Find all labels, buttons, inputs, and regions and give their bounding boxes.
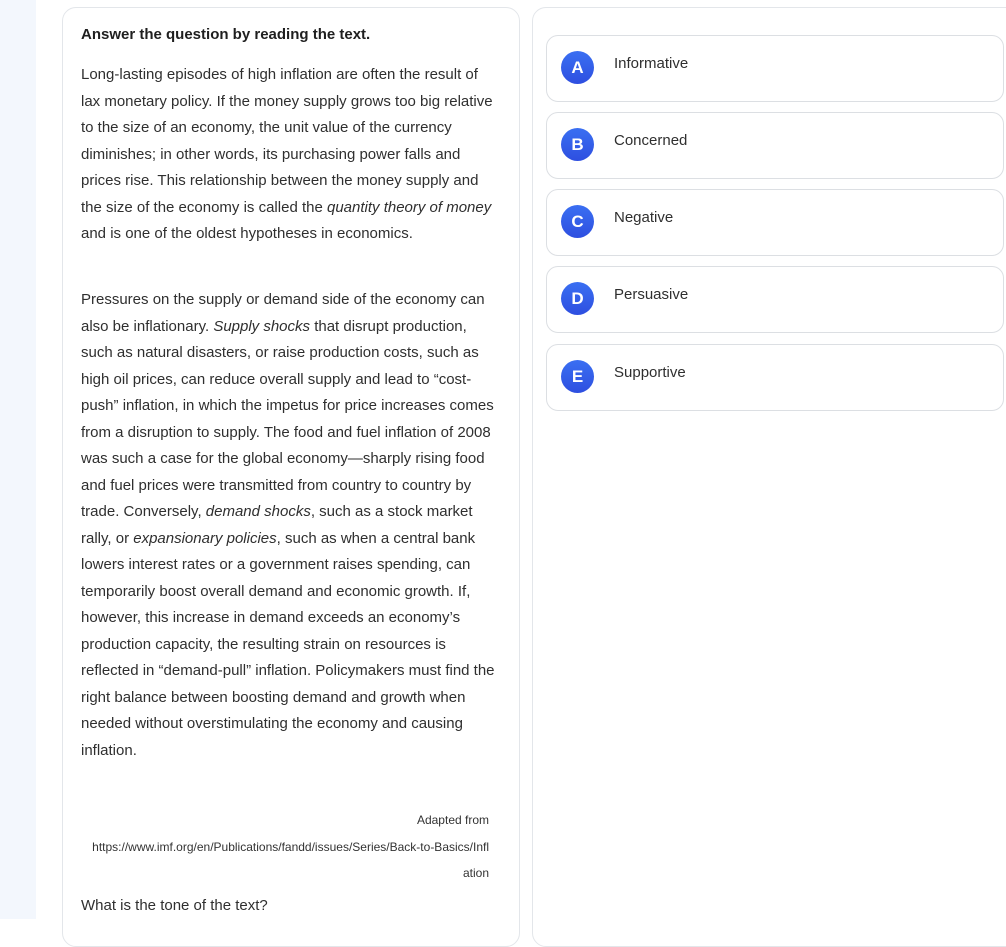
option-label: Negative — [614, 209, 674, 226]
instruction-heading: Answer the question by reading the text. — [81, 26, 371, 43]
option-label: Supportive — [614, 364, 686, 381]
italic-term: demand shocks — [205, 503, 311, 520]
paragraph-text: and is one of the oldest hypotheses in economics. — [81, 225, 413, 242]
option-label: Concerned — [614, 132, 688, 149]
paragraph-text: Pressures on the supply or demand side of the economy can also be inflationary. — [81, 291, 485, 335]
passage-panel — [62, 7, 520, 947]
answer-options-panel — [532, 7, 1006, 947]
passage-paragraph-1 — [81, 62, 499, 248]
question-text: What is the tone of the text? — [81, 897, 268, 914]
paragraph-text: , such as a stock market rally, or — [81, 503, 473, 547]
left-sidebar-strip — [0, 0, 36, 919]
passage-paragraph-2 — [81, 287, 499, 764]
option-letter-badge: B — [561, 128, 594, 161]
option-e[interactable] — [546, 344, 1004, 411]
italic-term: quantity theory of money — [326, 198, 492, 216]
option-b[interactable] — [546, 112, 1004, 179]
paragraph-text: Long-lasting episodes of high inflation are often the result of lax monetary policy. If the money supply grows too big relative to the size of an economy, the unit value of the currency diminishes; in other words, its purchasing power falls and prices rise. This relationship between the money supply and the size of the economy is called the — [81, 66, 493, 216]
option-letter-badge: A — [561, 51, 594, 84]
option-label: Informative — [614, 55, 689, 72]
italic-term: expansionary policies — [133, 529, 277, 547]
paragraph-text: , such as when a central bank lowers interest rates or a government raises spending, can temporarily boost overall demand and economic growth. If, however, this increase in demand exceeds an economy’s production capacity, the resulting strain on resources is reflected in “demand-pull” inflation. Policymakers must find the right balance between boosting demand and growth when needed without overstimulating the economy and causing inflation. — [81, 529, 495, 759]
option-c[interactable] — [546, 189, 1004, 256]
option-letter-badge: D — [561, 282, 594, 315]
italic-term: Supply shocks — [213, 317, 311, 335]
source-url: https://www.imf.org/en/Publications/fandd/issues/Series/Back-to-Basics/Inflation — [92, 839, 489, 880]
option-label: Persuasive — [614, 286, 689, 303]
option-d[interactable] — [546, 266, 1004, 333]
source-label: Adapted from — [416, 813, 489, 827]
option-letter-badge: E — [561, 360, 594, 393]
option-a[interactable] — [546, 35, 1004, 102]
option-letter-badge: C — [561, 205, 594, 238]
paragraph-text: that disrupt production, such as natural disasters, or raise production costs, such as high oil prices, can reduce overall supply and lead to “cost-push” inflation, in which the impetus for price increases comes from a disruption to supply. The food and fuel inflation of 2008 was such a case for the global economy—sharply rising food and fuel prices were transmitted from country to country by trade. Conversely, — [81, 317, 494, 520]
source-citation — [89, 807, 489, 887]
